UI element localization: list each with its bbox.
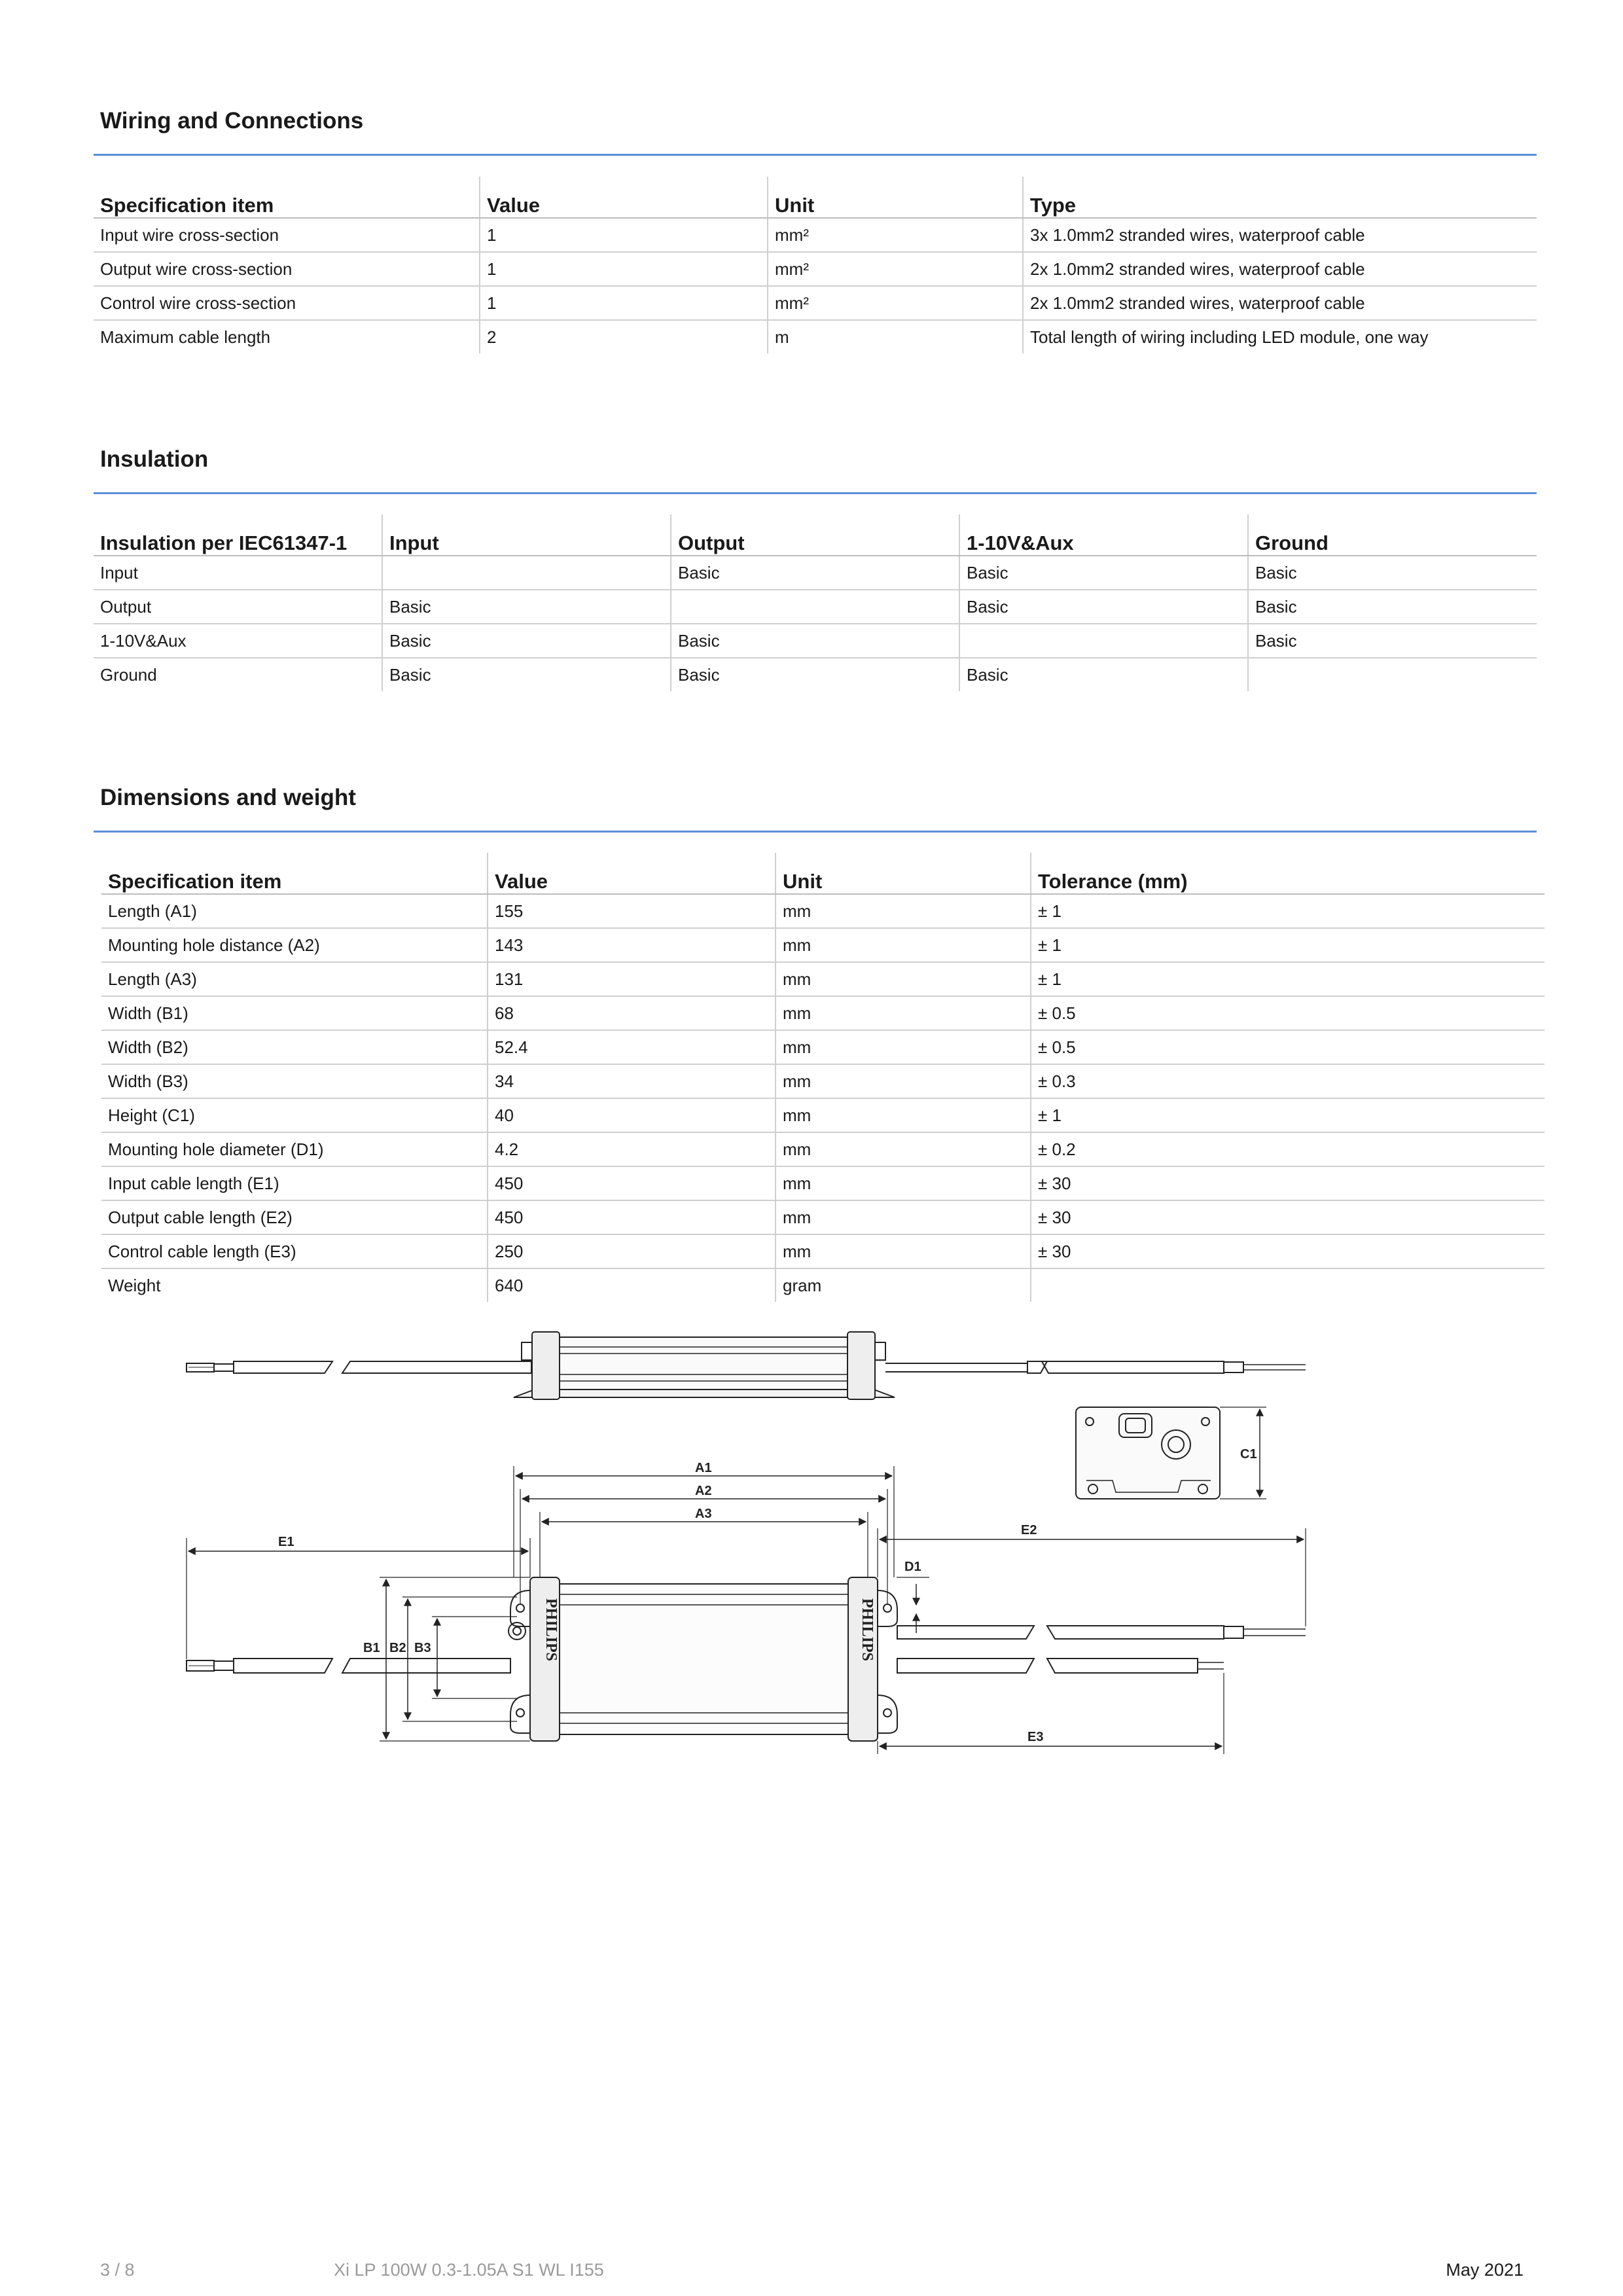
table-row (101, 1166, 1544, 1200)
table-cell: ± 1 (1031, 894, 1544, 928)
dim-label-b2: B2 (389, 1641, 406, 1655)
table-cell: 1 (480, 286, 768, 320)
table-row (101, 1098, 1544, 1132)
table-cell: Width (B1) (101, 996, 488, 1030)
table-cell: Basic (1248, 590, 1537, 624)
dim-label-a2: A2 (695, 1484, 712, 1498)
table-row (94, 556, 1537, 590)
dim-label-e2: E2 (1021, 1523, 1037, 1537)
table-row (94, 658, 1537, 691)
table-cell: mm² (768, 218, 1023, 252)
table-cell: 155 (488, 894, 776, 928)
table-cell: mm (776, 996, 1031, 1030)
table-cell: ± 1 (1031, 962, 1544, 996)
table-cell: ± 30 (1031, 1200, 1544, 1234)
dim-label-a1: A1 (695, 1461, 712, 1475)
table-cell: mm (776, 1200, 1031, 1234)
dim-label-e3: E3 (1027, 1730, 1044, 1744)
table-cell: ± 30 (1031, 1166, 1544, 1200)
table-cell: Output (94, 590, 382, 624)
dim-label-a3: A3 (695, 1507, 712, 1521)
table-cell: Basic (382, 624, 671, 658)
dimensions-table (101, 853, 1544, 1302)
table-cell: 450 (488, 1200, 776, 1234)
table-cell: 40 (488, 1098, 776, 1132)
table-cell: Input cable length (E1) (101, 1166, 488, 1200)
plan-view (187, 1461, 1306, 1754)
table-row (101, 928, 1544, 962)
table-cell: Basic (671, 556, 959, 590)
table-cell: Mounting hole distance (A2) (101, 928, 488, 962)
table-cell: mm (776, 928, 1031, 962)
table-cell: 34 (488, 1064, 776, 1098)
wiring-table (94, 177, 1537, 353)
table-cell: 2 (480, 320, 768, 353)
column-header: Unit (768, 177, 1023, 218)
table-cell: Width (B2) (101, 1030, 488, 1064)
table-cell: 2x 1.0mm2 stranded wires, waterproof cable (1023, 286, 1537, 320)
column-header: Value (480, 177, 768, 218)
table-cell: ± 0.2 (1031, 1132, 1544, 1166)
table-row (101, 1268, 1544, 1302)
table-cell: mm (776, 1132, 1031, 1166)
table-cell: Weight (108, 1275, 161, 1295)
footer-product-name: Xi LP 100W 0.3-1.05A S1 WL I155 (334, 2260, 604, 2280)
table-cell (671, 590, 959, 624)
column-header: Specification item (94, 177, 480, 218)
table-cell: Input (94, 556, 382, 590)
philips-logo-left: PHILIPS (543, 1598, 560, 1662)
table-cell: 2x 1.0mm2 stranded wires, waterproof cable (1023, 252, 1537, 286)
table-cell: mm (776, 1030, 1031, 1064)
section-divider (94, 492, 1537, 494)
table-cell: Basic (959, 658, 1248, 691)
dim-label-d1: D1 (904, 1560, 921, 1574)
column-header: 1-10V&Aux (959, 514, 1248, 556)
table-cell: Basic (382, 658, 671, 691)
table-cell (382, 556, 671, 590)
table-row (94, 286, 1537, 320)
table-row (94, 320, 1537, 353)
table-cell: mm (776, 1064, 1031, 1098)
table-cell: mm (776, 1098, 1031, 1132)
table-row (94, 218, 1537, 252)
table-cell: Length (A3) (101, 962, 488, 996)
table-cell (959, 624, 1248, 658)
table-cell: 68 (488, 996, 776, 1030)
table-row (101, 894, 1544, 928)
table-row (94, 252, 1537, 286)
table-cell: Input wire cross-section (94, 218, 480, 252)
table-row (101, 1200, 1544, 1234)
table-cell: gram (776, 1268, 1031, 1302)
philips-logo-right: PHILIPS (859, 1598, 876, 1662)
table-cell: ± 0.3 (1031, 1064, 1544, 1098)
table-cell: Ground (100, 664, 157, 685)
table-cell: 250 (488, 1234, 776, 1268)
table-cell: ± 0.5 (1031, 996, 1544, 1030)
side-view (187, 1332, 1306, 1399)
section-title-dimensions: Dimensions and weight (100, 785, 356, 810)
column-header: Type (1023, 177, 1537, 218)
column-header: Specification item (101, 853, 488, 894)
dim-label-b3: B3 (414, 1641, 431, 1655)
table-cell: mm² (768, 286, 1023, 320)
table-cell: Maximum cable length (100, 327, 271, 347)
table-cell: Length (A1) (101, 894, 488, 928)
table-cell: Basic (959, 556, 1248, 590)
section-title-insulation: Insulation (100, 446, 209, 472)
table-cell: m (768, 320, 1023, 353)
table-cell: 4.2 (488, 1132, 776, 1166)
table-row (101, 996, 1544, 1030)
table-cell: mm (776, 1234, 1031, 1268)
table-row (101, 1234, 1544, 1268)
dim-label-c1: C1 (1240, 1447, 1257, 1462)
table-row (101, 1030, 1544, 1064)
table-cell: Basic (959, 590, 1248, 624)
column-header: Input (382, 514, 671, 556)
table-cell: mm (776, 1166, 1031, 1200)
table-cell: 450 (488, 1166, 776, 1200)
section-divider (94, 831, 1537, 833)
footer-date: May 2021 (1446, 2260, 1524, 2280)
table-cell: 143 (488, 928, 776, 962)
column-header: Value (488, 853, 776, 894)
table-cell: ± 1 (1031, 1098, 1544, 1132)
table-cell: ± 0.5 (1031, 1030, 1544, 1064)
table-cell: Mounting hole diameter (D1) (101, 1132, 488, 1166)
footer-page-number: 3 / 8 (100, 2260, 135, 2280)
table-cell: Basic (382, 590, 671, 624)
table-cell: 1 (480, 218, 768, 252)
table-cell: Output cable length (E2) (101, 1200, 488, 1234)
table-row (94, 624, 1537, 658)
table-cell: Control wire cross-section (94, 286, 480, 320)
section-title-wiring: Wiring and Connections (100, 108, 364, 134)
table-cell: ± 30 (1031, 1234, 1544, 1268)
table-cell: Control cable length (E3) (101, 1234, 488, 1268)
table-row (94, 590, 1537, 624)
table-cell (1248, 658, 1537, 691)
dimension-drawing (170, 1316, 1322, 1754)
table-cell: mm (776, 894, 1031, 928)
table-cell (1031, 1268, 1544, 1302)
table-cell: 640 (488, 1268, 776, 1302)
dim-label-b1: B1 (363, 1641, 380, 1655)
column-header: Output (671, 514, 959, 556)
section-divider (94, 154, 1537, 156)
column-header: Unit (776, 853, 1031, 894)
table-cell: 3x 1.0mm2 stranded wires, waterproof cable (1023, 218, 1537, 252)
table-cell: 52.4 (488, 1030, 776, 1064)
table-row (101, 1064, 1544, 1098)
column-header: Ground (1248, 514, 1537, 556)
table-cell: mm (776, 962, 1031, 996)
table-cell: Height (C1) (101, 1098, 488, 1132)
table-cell: 1 (480, 252, 768, 286)
table-row (101, 962, 1544, 996)
table-cell: Basic (1248, 556, 1537, 590)
column-header: Tolerance (mm) (1031, 853, 1544, 894)
table-cell: ± 1 (1031, 928, 1544, 962)
table-cell: Basic (1248, 624, 1537, 658)
table-cell: Total length of wiring including LED module, one way (1023, 320, 1537, 353)
insulation-table (94, 514, 1537, 691)
table-cell: 1-10V&Aux (94, 624, 382, 658)
column-header: Insulation per IEC61347-1 (94, 514, 382, 556)
dim-label-e1: E1 (278, 1535, 294, 1549)
table-cell: mm² (768, 252, 1023, 286)
table-cell: Basic (671, 624, 959, 658)
table-row (101, 1132, 1544, 1166)
end-view (1076, 1407, 1266, 1499)
table-cell: Output wire cross-section (94, 252, 480, 286)
table-cell: Basic (671, 658, 959, 691)
table-cell: Width (B3) (101, 1064, 488, 1098)
table-cell: 131 (488, 962, 776, 996)
